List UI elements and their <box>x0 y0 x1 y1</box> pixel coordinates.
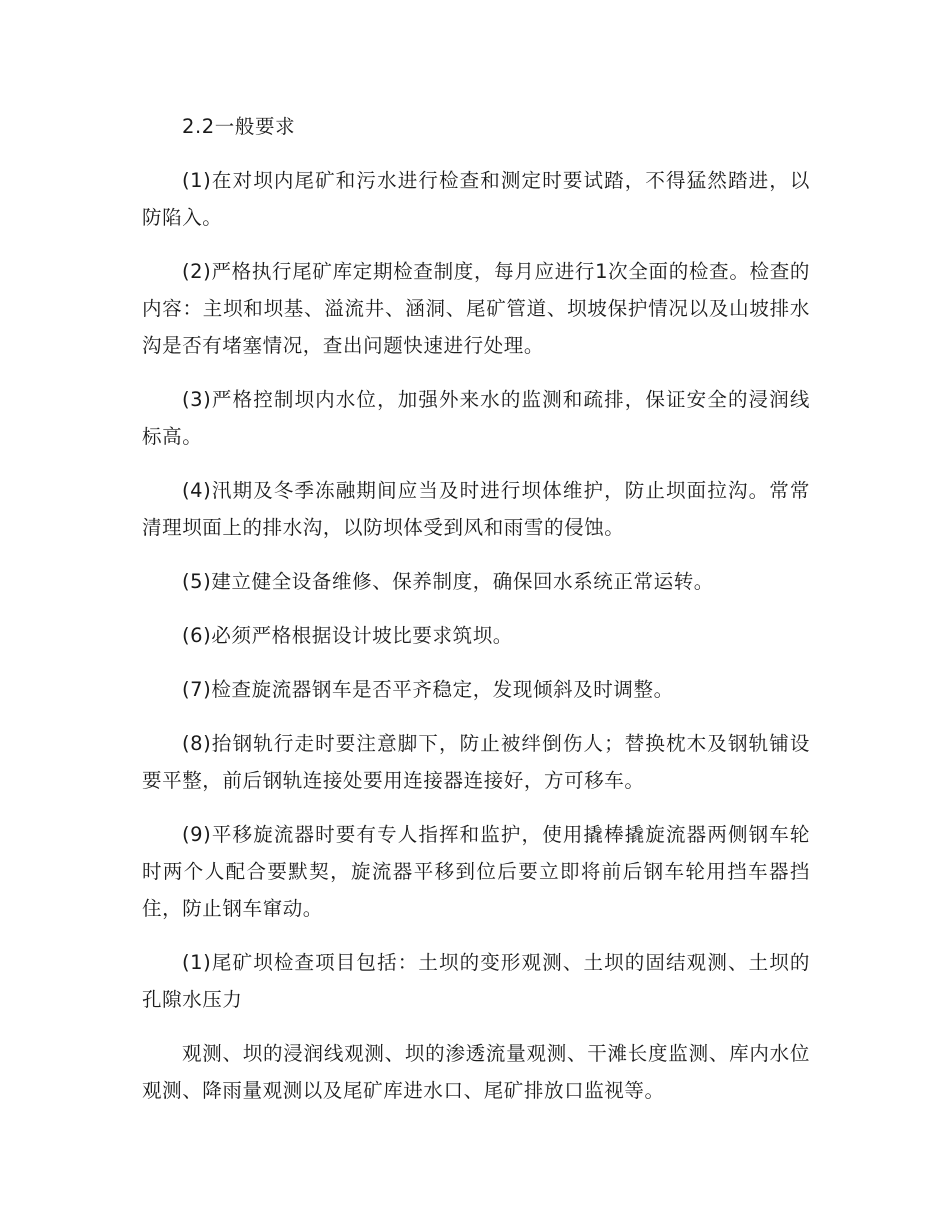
paragraph-9: (9)平移旋流器时要有专人指挥和监护，使用撬棒撬旋流器两侧钢车轮时两个人配合要默契，旋流器平移到位后要立即将前后钢车轮用挡车器挡住，防止钢车窜动。 <box>142 823 810 920</box>
paragraph-4: (4)汛期及冬季冻融期间应当及时进行坝体维护，防止坝面拉沟。常常清理坝面上的排水沟，以防坝体受到风和雨雪的侵蚀。 <box>142 479 810 539</box>
paragraph-7: (7)检查旋流器钢车是否平齐稳定，发现倾斜及时调整。 <box>181 678 674 701</box>
paragraph-3: (3)严格控制坝内水位，加强外来水的监测和疏排，保证安全的浸润线标高。 <box>142 388 810 448</box>
paragraph-2: (2)严格执行尾矿库定期检查制度，每月应进行1次全面的检查。检查的内容：主坝和坝基、溢流井、涵洞、尾矿管道、坝坡保护情况以及山坡排水沟是否有堵塞情况，查出问题快速进行处理。 <box>142 260 810 357</box>
paragraph-1: (1)在对坝内尾矿和污水进行检查和测定时要试踏，不得猛然踏进，以防陷入。 <box>142 169 810 229</box>
section-heading: 2.2一般要求 <box>181 115 296 138</box>
paragraph-5: (5)建立健全设备维修、保养制度，确保回水系统正常运转。 <box>181 570 714 593</box>
paragraph-8: (8)抬钢轨行走时要注意脚下，防止被绊倒伤人；替换枕木及钢轨铺设要平整，前后钢轨连接处要用连接器连接好，方可移车。 <box>142 732 810 792</box>
paragraph-6: (6)必须严格根据设计坡比要求筑坝。 <box>181 624 513 647</box>
paragraph-10: (1)尾矿坝检查项目包括：土坝的变形观测、土坝的固结观测、土坝的孔隙水压力 <box>142 951 810 1011</box>
document-body <box>142 108 810 1126</box>
paragraph-11: 观测、坝的浸润线观测、坝的渗透流量观测、干滩长度监测、库内水位观测、降雨量观测以及尾矿库进水口、尾矿排放口监视等。 <box>142 1042 810 1102</box>
